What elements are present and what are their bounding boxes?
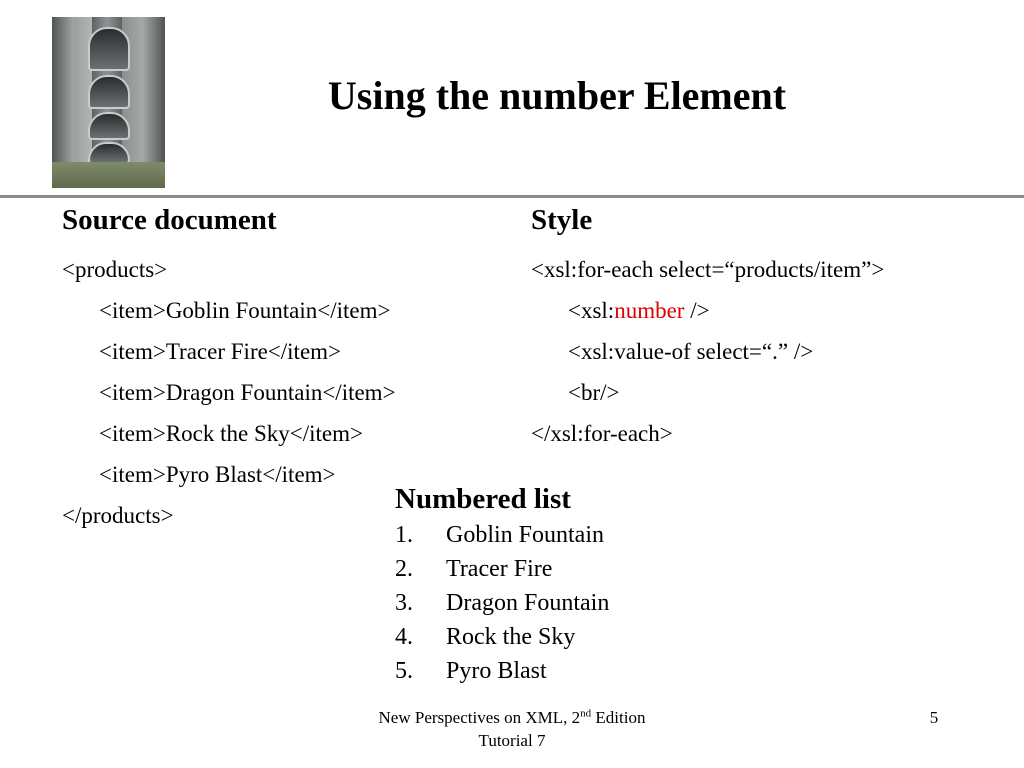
photo-arch: [88, 112, 130, 140]
list-item-number: 1.: [395, 522, 413, 548]
source-line: </products>: [62, 503, 174, 528]
list-item: [395, 654, 609, 688]
list-item-text: Pyro Blast: [446, 658, 547, 684]
list-item-text: Goblin Fountain: [446, 522, 605, 548]
style-line: <br/>: [568, 380, 620, 405]
footer-tutorial: Tutorial 7: [478, 731, 546, 750]
list-item: [395, 552, 609, 586]
source-line: <item>Pyro Blast</item>: [99, 462, 336, 487]
footer-superscript: nd: [580, 707, 592, 720]
photo-arch: [88, 27, 130, 71]
photo-ground: [52, 162, 165, 188]
list-item-text: Rock the Sky: [446, 624, 576, 650]
list-item: [395, 620, 609, 654]
numbered-list: [395, 518, 609, 688]
bridge-photo: [52, 17, 165, 188]
source-line: <item>Dragon Fountain</item>: [99, 380, 396, 405]
list-item: [395, 518, 609, 552]
list-item-number: 3.: [395, 590, 413, 616]
style-code-block: [531, 249, 884, 454]
source-heading: Source document: [62, 204, 277, 236]
source-line: <item>Tracer Fire</item>: [99, 339, 342, 364]
list-item-number: 5.: [395, 658, 413, 684]
list-item-text: Dragon Fountain: [446, 590, 610, 616]
source-line: <item>Rock the Sky</item>: [99, 421, 363, 446]
number-keyword: number: [614, 298, 685, 323]
footer-title-text: New Perspectives on XML, 2: [378, 708, 581, 727]
style-line-prefix: <xsl:: [568, 298, 615, 323]
photo-arch: [88, 75, 130, 109]
list-item-number: 4.: [395, 624, 413, 650]
list-item: [395, 586, 609, 620]
style-heading: Style: [531, 204, 593, 236]
style-line: </xsl:for-each>: [531, 421, 673, 446]
list-item-text: Tracer Fire: [446, 556, 553, 582]
footer-edition-text: Edition: [591, 708, 646, 727]
page-number: 5: [929, 708, 939, 727]
style-line: <xsl:value-of select=“.” />: [568, 339, 814, 364]
source-line: <item>Goblin Fountain</item>: [99, 298, 391, 323]
source-line: <products>: [62, 257, 168, 282]
photo-arch: [88, 142, 130, 164]
title-divider: [0, 195, 1024, 198]
style-line-suffix: />: [684, 298, 710, 323]
footer-book-title: [300, 706, 724, 729]
style-line-number: [531, 290, 884, 331]
numbered-list-heading: Numbered list: [395, 483, 571, 515]
footer-caption: [300, 706, 724, 752]
source-code-block: [62, 249, 396, 536]
style-line: <xsl:for-each select=“products/item”>: [531, 257, 885, 282]
slide-title: Using the number Element: [327, 73, 787, 118]
list-item-number: 2.: [395, 556, 413, 582]
